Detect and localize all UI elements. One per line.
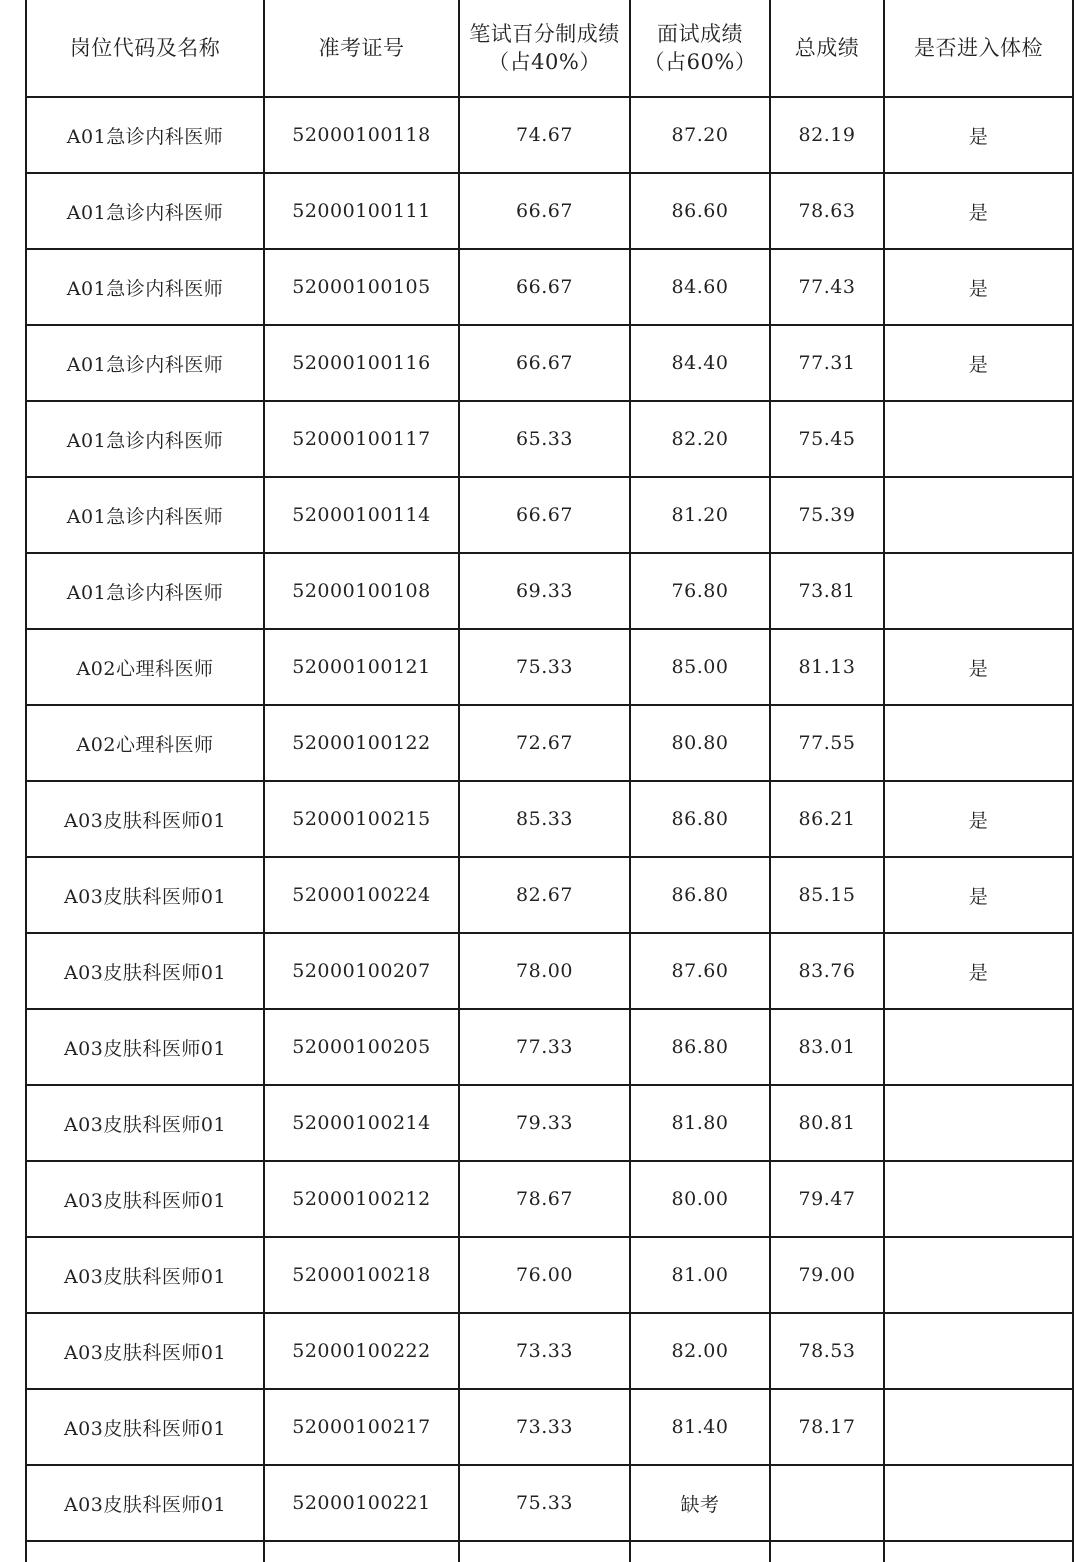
cell-total: 78.53	[770, 1313, 884, 1389]
cell-total: 86.21	[770, 781, 884, 857]
cell-ticket: 52000100111	[264, 173, 459, 249]
cell-physical	[884, 705, 1073, 781]
cell-written: 66.67	[459, 173, 630, 249]
table-row	[26, 401, 1073, 477]
cell-interview: 82.00	[630, 1313, 770, 1389]
cell-interview: 85.00	[630, 629, 770, 705]
cell-ticket: 52000100121	[264, 629, 459, 705]
cell-total: 75.39	[770, 477, 884, 553]
table-row	[26, 1465, 1073, 1541]
header-interview-title: 面试成绩	[657, 22, 743, 46]
cell-physical	[884, 1465, 1073, 1541]
cell-written-partial	[459, 1541, 630, 1562]
cell-interview: 81.40	[630, 1389, 770, 1465]
cell-physical	[884, 1085, 1073, 1161]
cell-total: 83.76	[770, 933, 884, 1009]
cell-post-partial	[26, 1541, 264, 1562]
cell-ticket: 52000100222	[264, 1313, 459, 1389]
cell-written: 74.67	[459, 97, 630, 173]
cell-total: 81.13	[770, 629, 884, 705]
cell-post: A03皮肤科医师01	[26, 1237, 264, 1313]
cell-post: A03皮肤科医师01	[26, 1313, 264, 1389]
cell-written: 82.67	[459, 857, 630, 933]
cell-post: A01急诊内科医师	[26, 401, 264, 477]
table-row	[26, 705, 1073, 781]
cell-post: A03皮肤科医师01	[26, 857, 264, 933]
cell-interview: 86.80	[630, 781, 770, 857]
table-row-partial	[26, 1541, 1073, 1562]
cell-written: 69.33	[459, 553, 630, 629]
score-table	[25, 0, 1074, 1562]
header-total: 总成绩	[770, 0, 884, 97]
table-row	[26, 857, 1073, 933]
cell-interview: 81.00	[630, 1237, 770, 1313]
cell-interview: 84.60	[630, 249, 770, 325]
cell-total: 79.00	[770, 1237, 884, 1313]
cell-post: A01急诊内科医师	[26, 477, 264, 553]
cell-ticket: 52000100215	[264, 781, 459, 857]
cell-post: A03皮肤科医师01	[26, 1465, 264, 1541]
cell-interview: 87.20	[630, 97, 770, 173]
cell-physical: 是	[884, 249, 1073, 325]
cell-written: 66.67	[459, 325, 630, 401]
cell-ticket: 52000100118	[264, 97, 459, 173]
cell-physical: 是	[884, 97, 1073, 173]
cell-total: 77.55	[770, 705, 884, 781]
cell-total: 77.31	[770, 325, 884, 401]
cell-interview: 87.60	[630, 933, 770, 1009]
cell-ticket: 52000100217	[264, 1389, 459, 1465]
table-row	[26, 781, 1073, 857]
cell-post: A01急诊内科医师	[26, 173, 264, 249]
cell-physical: 是	[884, 781, 1073, 857]
table-row	[26, 97, 1073, 173]
cell-ticket-partial	[264, 1541, 459, 1562]
cell-ticket: 52000100218	[264, 1237, 459, 1313]
cell-written: 65.33	[459, 401, 630, 477]
cell-interview: 86.60	[630, 173, 770, 249]
cell-post: A03皮肤科医师01	[26, 781, 264, 857]
header-post: 岗位代码及名称	[26, 0, 264, 97]
cell-interview: 82.20	[630, 401, 770, 477]
cell-written: 76.00	[459, 1237, 630, 1313]
header-written-weight: （占40%）	[488, 50, 601, 74]
table-row	[26, 325, 1073, 401]
cell-ticket: 52000100105	[264, 249, 459, 325]
cell-total: 79.47	[770, 1161, 884, 1237]
cell-ticket: 52000100212	[264, 1161, 459, 1237]
cell-total: 80.81	[770, 1085, 884, 1161]
cell-total: 78.17	[770, 1389, 884, 1465]
cell-total: 73.81	[770, 553, 884, 629]
cell-post: A03皮肤科医师01	[26, 1389, 264, 1465]
cell-post: A02心理科医师	[26, 629, 264, 705]
cell-written: 73.33	[459, 1313, 630, 1389]
cell-total: 75.45	[770, 401, 884, 477]
cell-ticket: 52000100116	[264, 325, 459, 401]
cell-post: A02心理科医师	[26, 705, 264, 781]
cell-post: A01急诊内科医师	[26, 249, 264, 325]
cell-written: 72.67	[459, 705, 630, 781]
cell-physical	[884, 553, 1073, 629]
cell-ticket: 52000100224	[264, 857, 459, 933]
header-interview	[630, 0, 770, 97]
cell-physical-partial	[884, 1541, 1073, 1562]
table-row	[26, 1313, 1073, 1389]
cell-ticket: 52000100122	[264, 705, 459, 781]
header-written-title: 笔试百分制成绩	[469, 22, 620, 46]
cell-physical	[884, 1009, 1073, 1085]
cell-written: 77.33	[459, 1009, 630, 1085]
cell-ticket: 52000100207	[264, 933, 459, 1009]
cell-ticket: 52000100108	[264, 553, 459, 629]
cell-total: 83.01	[770, 1009, 884, 1085]
cell-physical: 是	[884, 933, 1073, 1009]
cell-interview: 缺考	[630, 1465, 770, 1541]
cell-written: 73.33	[459, 1389, 630, 1465]
cell-written: 75.33	[459, 629, 630, 705]
cell-written: 85.33	[459, 781, 630, 857]
table-row	[26, 1085, 1073, 1161]
header-row	[26, 0, 1073, 97]
cell-physical	[884, 477, 1073, 553]
cell-physical	[884, 1237, 1073, 1313]
cell-post: A01急诊内科医师	[26, 325, 264, 401]
cell-physical: 是	[884, 325, 1073, 401]
cell-post: A03皮肤科医师01	[26, 1161, 264, 1237]
cell-written: 78.67	[459, 1161, 630, 1237]
table-row	[26, 477, 1073, 553]
header-written	[459, 0, 630, 97]
cell-interview: 76.80	[630, 553, 770, 629]
table-row	[26, 1161, 1073, 1237]
cell-interview: 80.00	[630, 1161, 770, 1237]
cell-ticket: 52000100114	[264, 477, 459, 553]
cell-written: 79.33	[459, 1085, 630, 1161]
table-row	[26, 1237, 1073, 1313]
table-row	[26, 249, 1073, 325]
table-row	[26, 553, 1073, 629]
table-row	[26, 1389, 1073, 1465]
cell-post: A01急诊内科医师	[26, 553, 264, 629]
cell-post: A01急诊内科医师	[26, 97, 264, 173]
cell-written: 66.67	[459, 249, 630, 325]
cell-total: 77.43	[770, 249, 884, 325]
header-interview-weight: （占60%）	[643, 50, 757, 74]
cell-ticket: 52000100214	[264, 1085, 459, 1161]
cell-post: A03皮肤科医师01	[26, 1009, 264, 1085]
cell-interview: 84.40	[630, 325, 770, 401]
cell-written: 75.33	[459, 1465, 630, 1541]
cell-total: 78.63	[770, 173, 884, 249]
cell-physical	[884, 401, 1073, 477]
cell-total: 85.15	[770, 857, 884, 933]
cell-post: A03皮肤科医师01	[26, 1085, 264, 1161]
cell-physical	[884, 1161, 1073, 1237]
table-row	[26, 1009, 1073, 1085]
cell-ticket: 52000100117	[264, 401, 459, 477]
cell-total-partial	[770, 1541, 884, 1562]
table-row	[26, 629, 1073, 705]
table-row	[26, 173, 1073, 249]
cell-physical	[884, 1313, 1073, 1389]
cell-physical	[884, 1389, 1073, 1465]
cell-interview: 86.80	[630, 857, 770, 933]
cell-interview: 80.80	[630, 705, 770, 781]
cell-physical: 是	[884, 173, 1073, 249]
cell-interview: 81.80	[630, 1085, 770, 1161]
header-ticket: 准考证号	[264, 0, 459, 97]
cell-interview-partial	[630, 1541, 770, 1562]
cell-physical: 是	[884, 629, 1073, 705]
cell-ticket: 52000100205	[264, 1009, 459, 1085]
cell-interview: 86.80	[630, 1009, 770, 1085]
cell-total	[770, 1465, 884, 1541]
cell-written: 66.67	[459, 477, 630, 553]
cell-post: A03皮肤科医师01	[26, 933, 264, 1009]
cell-written: 78.00	[459, 933, 630, 1009]
cell-ticket: 52000100221	[264, 1465, 459, 1541]
header-physical: 是否进入体检	[884, 0, 1073, 97]
cell-interview: 81.20	[630, 477, 770, 553]
cell-physical: 是	[884, 857, 1073, 933]
table-row	[26, 933, 1073, 1009]
cell-total: 82.19	[770, 97, 884, 173]
